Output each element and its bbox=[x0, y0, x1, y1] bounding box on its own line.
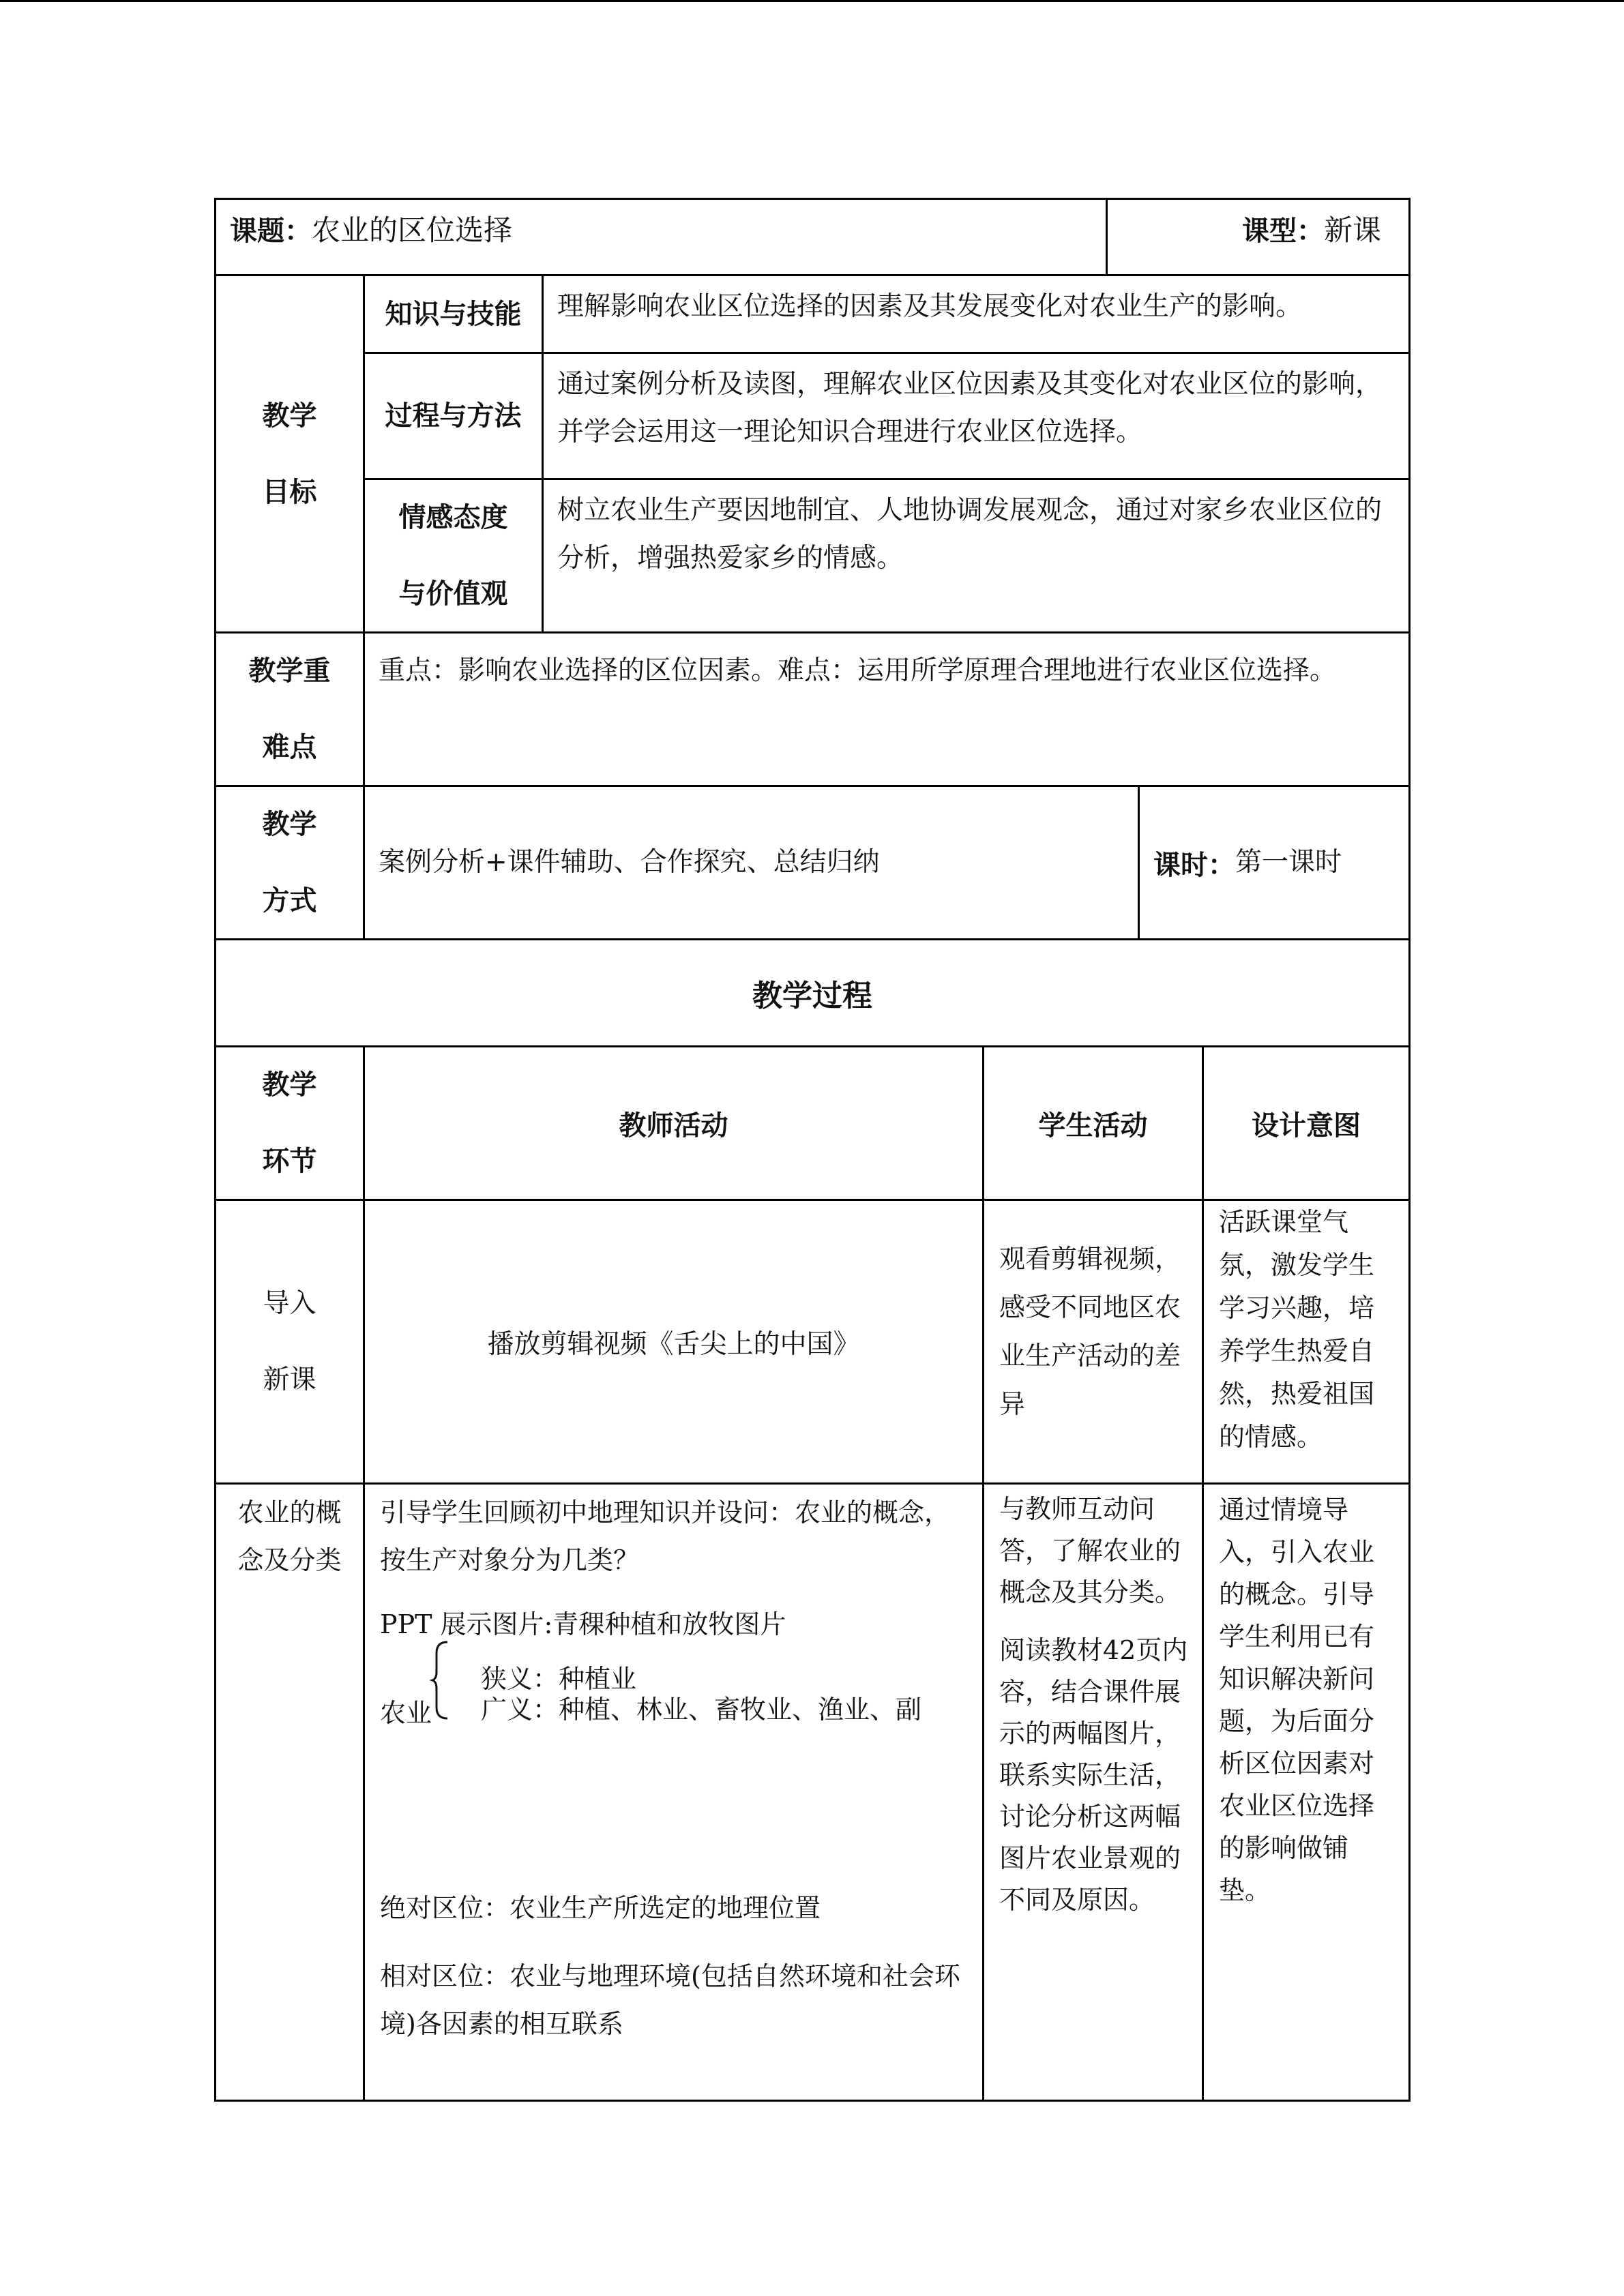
absolute-location: 绝对区位：农业生产所选定的地理位置 bbox=[380, 1893, 821, 1923]
period-value: 第一课时 bbox=[1235, 847, 1342, 878]
lesson-plan-table bbox=[214, 198, 1411, 2102]
objectives-label: 教学 目标 bbox=[262, 400, 317, 508]
relative-location: 相对区位：农业与地理环境(包括自然环境和社会环境)各因素的相互联系 bbox=[380, 1961, 960, 2039]
column-header-row bbox=[214, 1047, 1411, 1201]
period-label: 课时： bbox=[1153, 849, 1235, 881]
objective-text: 理解影响农业区位选择的因素及其发展变化对农业生产的影响。 bbox=[542, 276, 1408, 352]
type-cell bbox=[1106, 200, 1408, 274]
table-row bbox=[214, 1201, 1411, 1485]
narrow-definition: 狭义：种植业 bbox=[481, 1664, 637, 1694]
agri-word: 农业 bbox=[380, 1698, 432, 1728]
objective-label: 知识与技能 bbox=[385, 298, 522, 330]
brace-icon bbox=[430, 1639, 450, 1721]
student-activity-part1: 与教师互动问答，了解农业的概念及其分类。 bbox=[999, 1494, 1181, 1607]
teacher-activity: 播放剪辑视频《舌尖上的中国》 bbox=[363, 1201, 982, 1482]
teacher-header: 教师活动 bbox=[363, 1047, 982, 1199]
student-header: 学生活动 bbox=[982, 1047, 1202, 1199]
key-points-text: 重点：影响农业选择的区位因素。难点：运用所学原理合理地进行农业区位选择。 bbox=[363, 633, 1408, 785]
key-points-row bbox=[214, 633, 1411, 787]
teacher-activity bbox=[363, 1485, 982, 2100]
objective-text: 树立农业生产要因地制宜、人地协调发展观念，通过对家乡农业区位的分析，增强热爱家乡的情感。 bbox=[542, 480, 1408, 631]
broad-definition: 广义：种植、林业、畜牧业、渔业、副 bbox=[481, 1695, 922, 1725]
type-value: 新课 bbox=[1323, 213, 1381, 247]
stage-cell: 农业的概 念及分类 bbox=[237, 1497, 342, 1575]
type-label: 课型： bbox=[1241, 215, 1324, 247]
stage-header: 教学 环节 bbox=[262, 1069, 317, 1177]
period-cell bbox=[1138, 787, 1408, 938]
design-header: 设计意图 bbox=[1202, 1047, 1408, 1199]
method-text: 案例分析+课件辅助、合作探究、总结归纳 bbox=[363, 787, 1138, 938]
student-activity-part2: 阅读教材42页内容，结合课件展示的两幅图片，联系实际生活，讨论分析这两幅图片农业景观的不同及原因。 bbox=[999, 1635, 1188, 1915]
process-title-row bbox=[214, 940, 1411, 1047]
objective-knowledge bbox=[365, 276, 1408, 354]
student-activity bbox=[982, 1485, 1202, 2100]
method-label: 教学 方式 bbox=[262, 809, 317, 916]
student-activity: 观看剪辑视频，感受不同地区农业生产活动的差异 bbox=[982, 1201, 1202, 1482]
design-intent: 活跃课堂气氛，激发学生学习兴趣，培养学生热爱自然，热爱祖国的情感。 bbox=[1202, 1201, 1408, 1482]
key-points-label: 教学重 难点 bbox=[248, 655, 331, 763]
method-row bbox=[214, 787, 1411, 940]
objectives-grid bbox=[363, 276, 1408, 631]
objective-label: 过程与方法 bbox=[385, 400, 522, 432]
topic-label: 课题： bbox=[230, 215, 312, 247]
topic-value: 农业的区位选择 bbox=[312, 213, 513, 247]
objective-process bbox=[365, 354, 1408, 480]
objective-label: 情感态度 与价值观 bbox=[398, 502, 508, 610]
stage-cell: 导入 新课 bbox=[263, 1287, 316, 1395]
process-title: 教学过程 bbox=[752, 979, 872, 1013]
objective-text: 通过案例分析及读图，理解农业区位因素及其变化对农业区位的影响，并学会运用这一理论知识合理进行农业区位选择。 bbox=[542, 354, 1408, 478]
table-row bbox=[214, 1485, 1411, 2102]
topic-cell bbox=[216, 200, 1106, 274]
design-intent: 通过情境导入，引入农业的概念。引导学生利用已有知识解决新问题，为后面分析区位因素对农业区位选择的影响做铺垫。 bbox=[1202, 1485, 1408, 2100]
teacher-ppt: PPT 展示图片:青稞种植和放牧图片 bbox=[380, 1609, 786, 1639]
topic-row bbox=[214, 198, 1411, 276]
objectives-row bbox=[214, 276, 1411, 633]
teacher-intro: 引导学生回顾初中地理知识并设问：农业的概念，按生产对象分为几类？ bbox=[380, 1497, 951, 1575]
objective-attitude bbox=[365, 480, 1408, 631]
